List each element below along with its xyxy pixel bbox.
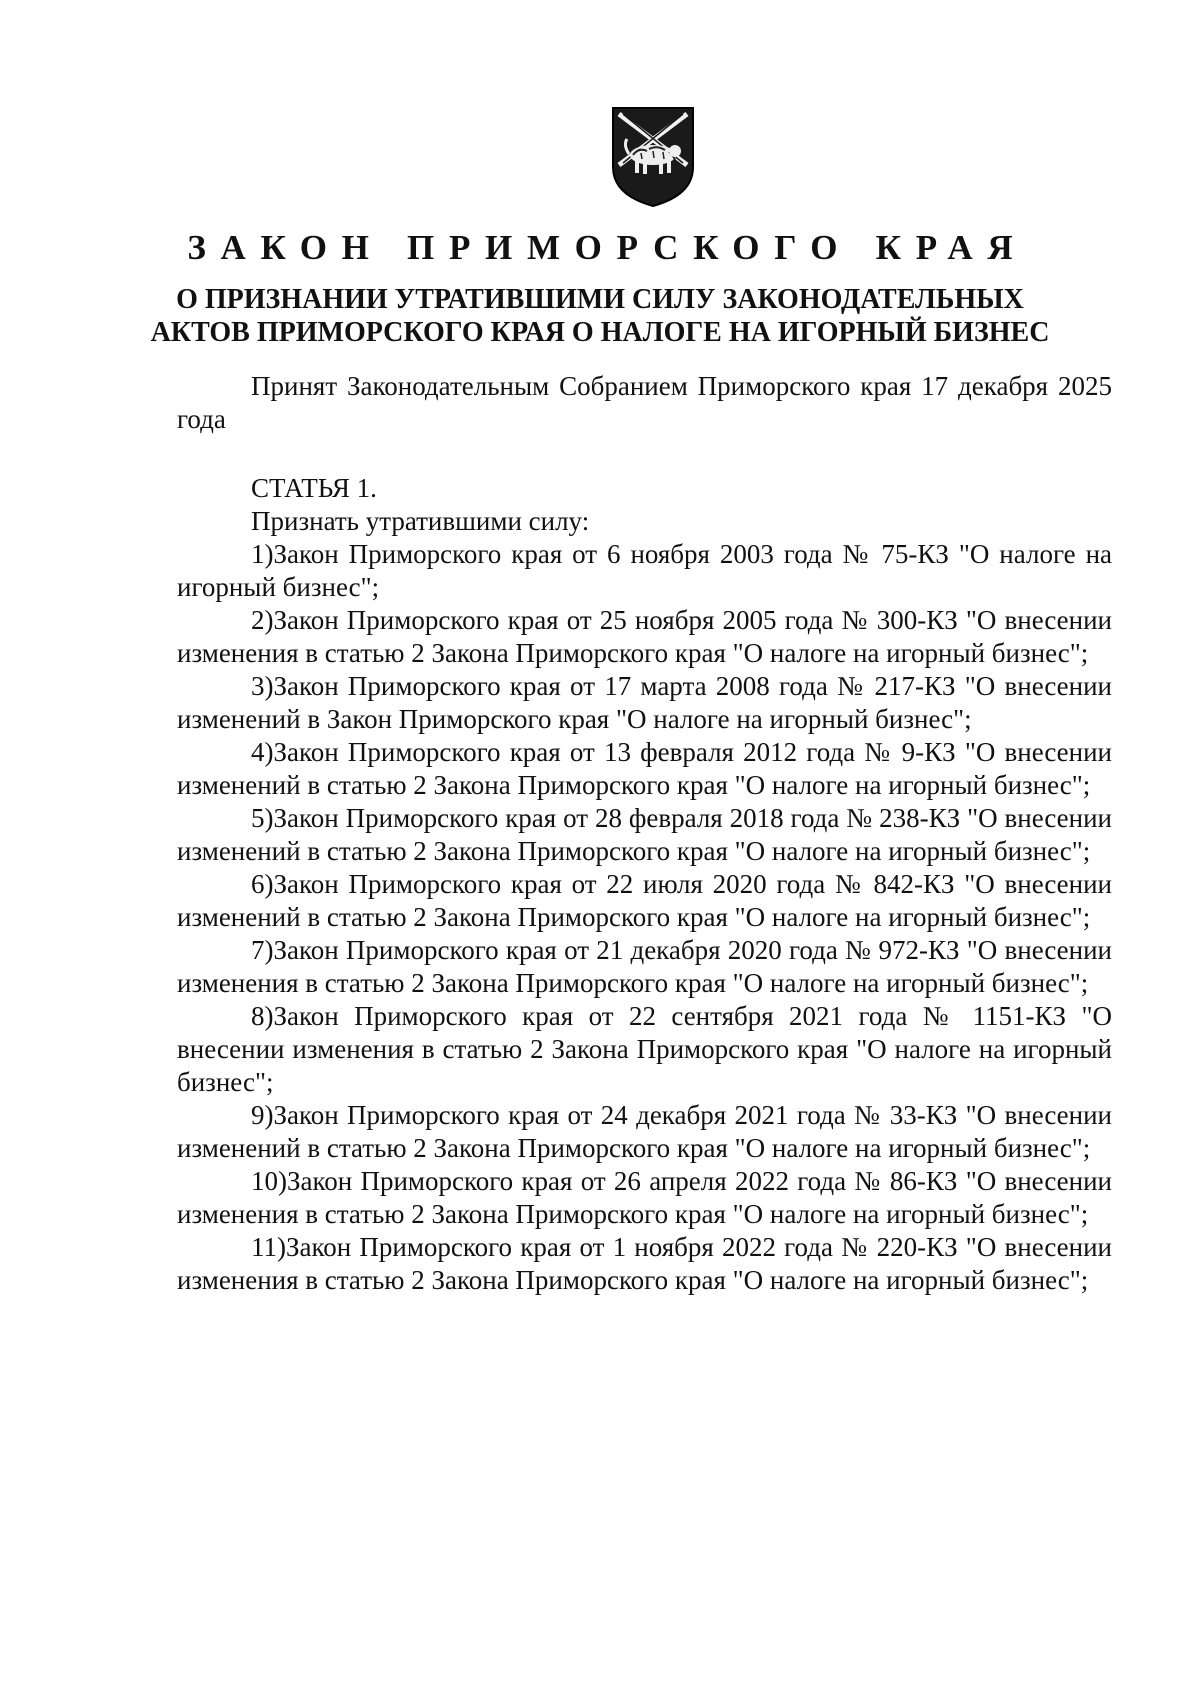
law-title: ЗАКОН ПРИМОРСКОГО КРАЯ: [187, 228, 1028, 267]
repealed-law-item: [177, 1099, 1112, 1165]
item-text: Закон Приморского края от 26 апреля 2022 года № 86-КЗ "О внесении изменения в статью 2 Закона Приморского края "О налоге на игорный бизнес";: [177, 1166, 1112, 1229]
law-name-line: О ПРИЗНАНИИ УТРАТИВШИМИ СИЛУ ЗАКОНОДАТЕЛЬНЫХ: [176, 284, 1024, 315]
article-intro: Признать утратившими силу:: [251, 506, 590, 536]
item-number: 6): [251, 869, 274, 899]
item-text: Закон Приморского края от 6 ноября 2003 года № 75-КЗ "О налоге на игорный бизнес";: [177, 539, 1112, 602]
item-number: 5): [251, 803, 274, 833]
item-text: Закон Приморского края от 25 ноября 2005 года № 300-КЗ "О внесении изменения в статью 2 Закона Приморского края "О налоге на игорный бизнес";: [177, 605, 1112, 668]
repealed-law-item: [177, 538, 1112, 604]
item-text: Закон Приморского края от 1 ноября 2022 года № 220-КЗ "О внесении изменения в статью 2 Закона Приморского края "О налоге на игорный бизнес";: [177, 1232, 1112, 1295]
item-number: 7): [251, 935, 274, 965]
item-text: Закон Приморского края от 24 декабря 2021 года № 33-КЗ "О внесении изменений в статью 2 Закона Приморского края "О налоге на игорный бизнес";: [177, 1100, 1112, 1163]
repealed-law-item: [177, 736, 1112, 802]
repealed-law-item: [177, 1231, 1112, 1297]
item-number: 3): [251, 671, 274, 701]
article-heading: СТАТЬЯ 1.: [251, 473, 377, 503]
law-name: [130, 283, 1070, 349]
repealed-law-item: [177, 670, 1112, 736]
item-number: 4): [251, 737, 274, 767]
adoption-note: Принят Законодательным Собранием Приморского края 17 декабря 2025 года: [177, 371, 1112, 434]
item-number: 8): [251, 1001, 274, 1031]
item-text: Закон Приморского края от 13 февраля 2012 года № 9-КЗ "О внесении изменений в статью 2 Закона Приморского края "О налоге на игорный бизнес";: [177, 737, 1112, 800]
repealed-law-item: [177, 934, 1112, 1000]
law-body: [177, 370, 1112, 1297]
item-number: 9): [251, 1100, 274, 1130]
repealed-law-item: [177, 1165, 1112, 1231]
repealed-law-item: [177, 868, 1112, 934]
repealed-law-item: [177, 1000, 1112, 1099]
item-number: 1): [251, 539, 274, 569]
law-name-line: АКТОВ ПРИМОРСКОГО КРАЯ О НАЛОГЕ НА ИГОРНЫЙ БИЗНЕС: [150, 317, 1050, 348]
repealed-law-item: [177, 604, 1112, 670]
item-number: 10): [251, 1166, 287, 1196]
item-text: Закон Приморского края от 22 сентября 2021 года № 1151-КЗ "О внесении изменения в статью 2 Закона Приморского края "О налоге на игорный бизнес";: [177, 1001, 1112, 1097]
repealed-law-item: [177, 802, 1112, 868]
primorsky-krai-coat-of-arms-icon: [609, 105, 697, 208]
item-text: Закон Приморского края от 22 июля 2020 года № 842-КЗ "О внесении изменений в статью 2 Закона Приморского края "О налоге на игорный бизнес";: [177, 869, 1112, 932]
item-text: Закон Приморского края от 21 декабря 2020 года № 972-КЗ "О внесении изменения в статью 2 Закона Приморского края "О налоге на игорный бизнес";: [177, 935, 1112, 998]
item-text: Закон Приморского края от 28 февраля 2018 года № 238-КЗ "О внесении изменений в статью 2 Закона Приморского края "О налоге на игорный бизнес";: [177, 803, 1112, 866]
item-number: 11): [251, 1232, 286, 1262]
item-number: 2): [251, 605, 274, 635]
item-text: Закон Приморского края от 17 марта 2008 года № 217-КЗ "О внесении изменений в Закон Приморского края "О налоге на игорный бизнес";: [177, 671, 1112, 734]
